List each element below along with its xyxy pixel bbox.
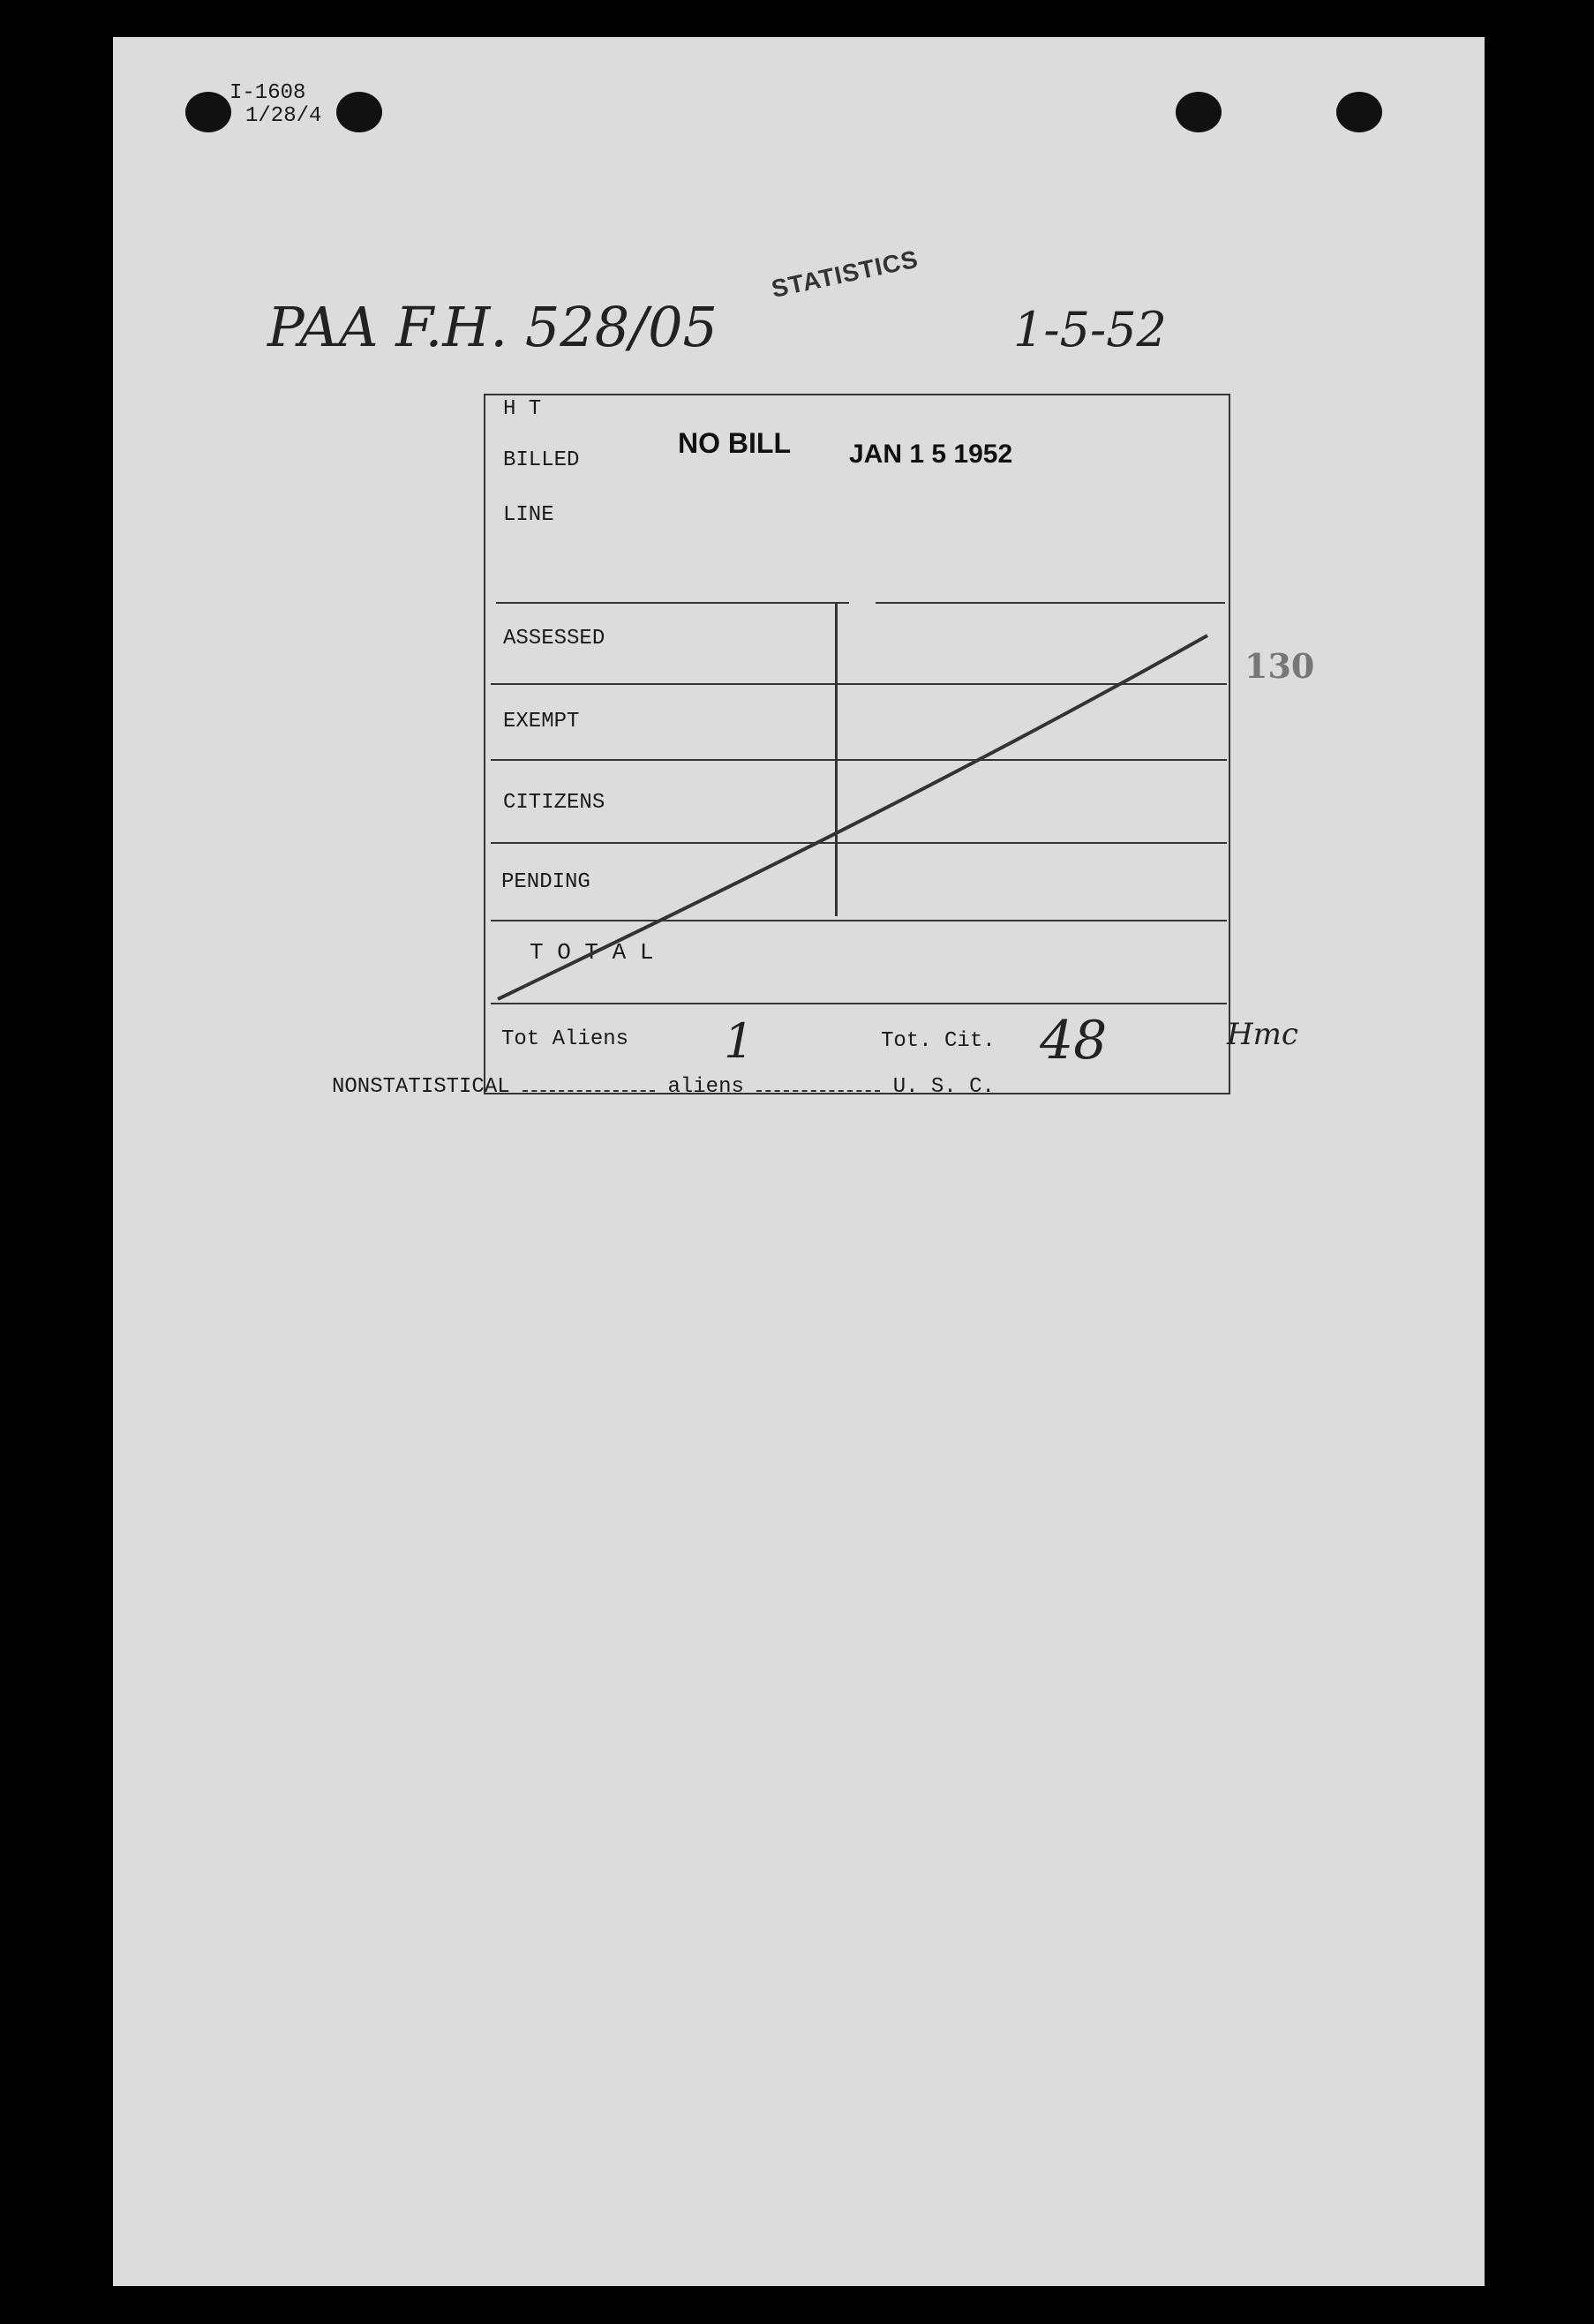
tot-cit-value: 48: [1040, 1010, 1108, 1072]
label-line: LINE: [503, 503, 554, 527]
handwritten-initials: Hmc: [1227, 1017, 1298, 1052]
label-tot-aliens: Tot Aliens: [501, 1027, 629, 1051]
punch-hole-left: [185, 92, 231, 132]
label-nonstatistical: NONSTATISTICAL: [332, 1075, 510, 1099]
document-page: [113, 37, 1485, 2286]
punch-hole-right-2: [1336, 92, 1382, 132]
label-ht: H T: [503, 397, 542, 421]
handwritten-file-reference: PAA F.H. 528/05: [267, 295, 718, 359]
statistics-stamp: STATISTICS: [769, 244, 921, 304]
label-aliens: aliens: [667, 1075, 744, 1099]
label-citizens: CITIZENS: [503, 791, 605, 815]
label-tot-cit: Tot. Cit.: [881, 1029, 996, 1053]
punch-hole-right: [1176, 92, 1222, 132]
form-rev-date: 1/28/4: [245, 104, 322, 128]
nonstatistical-usc-blank: [756, 1090, 880, 1092]
page-number-stamp: 130: [1244, 646, 1315, 686]
no-bill-stamp: NO BILL: [678, 427, 791, 459]
punch-hole-left-2: [336, 92, 382, 132]
label-exempt: EXEMPT: [503, 710, 580, 733]
label-total: T O T A L: [530, 939, 654, 966]
tot-aliens-value: 1: [724, 1013, 755, 1069]
label-assessed: ASSESSED: [503, 627, 605, 651]
statistics-form-box: [484, 394, 1230, 1094]
nonstatistical-aliens-blank: [523, 1090, 655, 1092]
strike-through-line: [485, 395, 1229, 1093]
received-date-stamp: JAN 1 5 1952: [849, 440, 1013, 469]
footer-nonstatistical-line: [332, 1075, 995, 1099]
handwritten-date: 1-5-52: [1013, 302, 1167, 357]
form-number: I-1608: [229, 81, 306, 105]
label-pending: PENDING: [501, 870, 590, 894]
label-usc: U. S. C.: [892, 1075, 995, 1099]
label-billed: BILLED: [503, 448, 580, 472]
